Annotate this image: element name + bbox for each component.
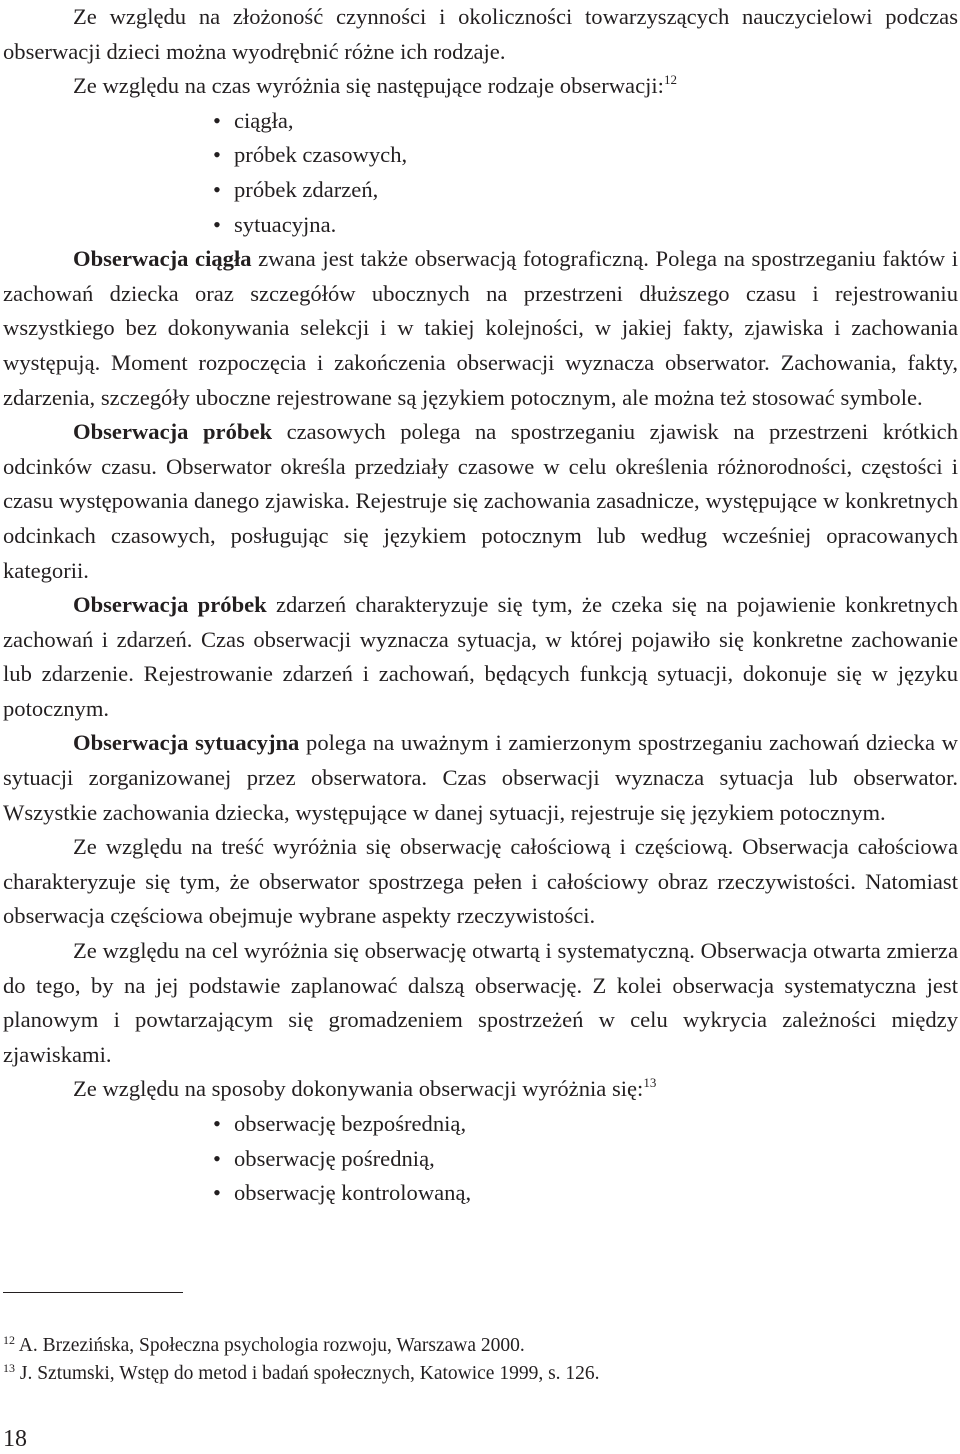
bullet-list-methods	[3, 1107, 958, 1211]
bullet-icon: •	[213, 211, 221, 237]
page-body	[3, 0, 958, 1211]
paragraph-text: zwana jest także obserwacją fotograficzną. Polega na spostrzeganiu faktów i zachowań dziecka oraz szczegółów ubocznych na przestrzeni dłuższego czasu i rejestrowaniu wszystkiego bez dokonywania selekcji i w takiej kolejności, w jakiej fakty, zjawiska i zachowania występują. Moment rozpoczęcia i zakończenia obserwacji wyznacza obserwator. Zachowania, fakty, zdarzenia, szczegóły uboczne rejestrowane są językiem potocznym, ale można też stosować symbole.	[3, 246, 958, 410]
paragraph-methods	[3, 1072, 958, 1107]
list-item-text: obserwację bezpośrednią,	[234, 1111, 467, 1136]
list-item	[213, 104, 958, 139]
footnote-divider	[3, 1292, 183, 1293]
bold-term: Obserwacja sytuacyjna	[73, 730, 300, 756]
footnote-text: J. Sztumski, Wstęp do metod i badań społecznych, Katowice 1999, s. 126.	[15, 1363, 600, 1384]
bullet-icon: •	[213, 176, 221, 202]
paragraph-event-samples	[3, 588, 958, 726]
paragraph-text: polega na uważnym i zamierzonym spostrzeganiu zachowań dziecka w sytuacji zorganizowanej przez obserwatora. Czas obserwacji wyznacza sytuacja lub obserwator. Wszystkie zachowania dziecka, występujące w danej sytuacji, rejestruje się językiem potocznym.	[3, 730, 958, 825]
list-item-text: obserwację pośrednią,	[234, 1145, 435, 1171]
paragraph-intro: Ze względu na złożoność czynności i okoliczności towarzyszących nauczycielowi podczas obserwacji dzieci można wyodrębnić różne ich rodzaje.	[3, 4, 958, 64]
footnote-text: A. Brzezińska, Społeczna psychologia rozwoju, Warszawa 2000.	[15, 1335, 525, 1356]
bullet-icon: •	[213, 1180, 221, 1206]
paragraph-text: zdarzeń charakteryzuje się tym, że czeka się na pojawienie konkretnych zachowań i zdarzeń. Czas obserwacji wyznacza sytuacja, w której pojawiło się konkretne zachowanie lub zdarzenie. Rejestrowanie zdarzeń i zachowań, będących funkcją sytuacji, dokonuje się w języku potocznym.	[3, 592, 958, 721]
bold-term: Obserwacja próbek	[73, 419, 273, 445]
list-item	[213, 173, 958, 208]
footnote-13	[3, 1361, 600, 1387]
list-item	[213, 1107, 958, 1142]
footnote-12	[3, 1333, 525, 1359]
list-item-text: ciągła,	[234, 107, 294, 133]
paragraph-text: Ze względu na czas wyróżnia się następujące rodzaje obserwacji:	[73, 73, 664, 99]
paragraph-text: Ze względu na sposoby dokonywania obserwacji wyróżnia się:	[73, 1076, 644, 1102]
footnote-number: 12	[3, 1333, 15, 1347]
list-item-text: próbek zdarzeń,	[234, 176, 379, 202]
bullet-list-time	[3, 104, 958, 242]
paragraph-time-types	[3, 69, 958, 104]
page-number: 18	[3, 1426, 27, 1452]
bullet-icon: •	[213, 107, 221, 133]
paragraph-goal: Ze względu na cel wyróżnia się obserwację otwartą i systematyczną. Obserwacja otwarta zmierza do tego, by na jej podstawie zaplanować dalszą obserwację. Z kolei obserwacja systematyczna jest planowym i powtarzającym się gromadzeniem spostrzeżeń w celu wykrycia zależności między zjawiskami.	[3, 938, 958, 1067]
bullet-icon: •	[213, 142, 221, 168]
list-item-text: sytuacyjna.	[234, 211, 337, 237]
bold-term: Obserwacja próbek	[73, 592, 267, 618]
footnote-ref-12[interactable]: 12	[663, 72, 677, 88]
bullet-icon: •	[213, 1111, 221, 1136]
list-item	[213, 208, 958, 243]
list-item	[213, 1176, 958, 1211]
footnote-ref-13[interactable]: 13	[643, 1075, 657, 1091]
paragraph-continuous	[3, 242, 958, 415]
footnote-number: 13	[3, 1361, 15, 1375]
list-item-text: próbek czasowych,	[234, 142, 408, 168]
bold-term: Obserwacja ciągła	[73, 246, 252, 272]
paragraph-text: czasowych polega na spostrzeganiu zjawisk na przestrzeni krótkich odcinków czasu. Obserwator określa przedziały czasowe w celu określenia różnorodności, częstości i czasu występowania danego zjawiska. Rejestruje się zachowania zasadnicze, występujące w konkretnych odcinkach czasowych, posługując się językiem potocznym lub według wcześniej opracowanych kategorii.	[3, 419, 958, 583]
paragraph-time-samples	[3, 415, 958, 588]
paragraph-content: Ze względu na treść wyróżnia się obserwację całościową i częściową. Obserwacja całościowa charakteryzuje się tym, że obserwator spostrzega pełen i całościowy obraz rzeczywistości. Natomiast obserwacja częściowa obejmuje wybrane aspekty rzeczywistości.	[3, 834, 958, 929]
paragraph-situational	[3, 726, 958, 830]
bullet-icon: •	[213, 1145, 221, 1171]
list-item	[213, 1142, 958, 1177]
list-item-text: obserwację kontrolowaną,	[234, 1180, 472, 1206]
list-item	[213, 138, 958, 173]
